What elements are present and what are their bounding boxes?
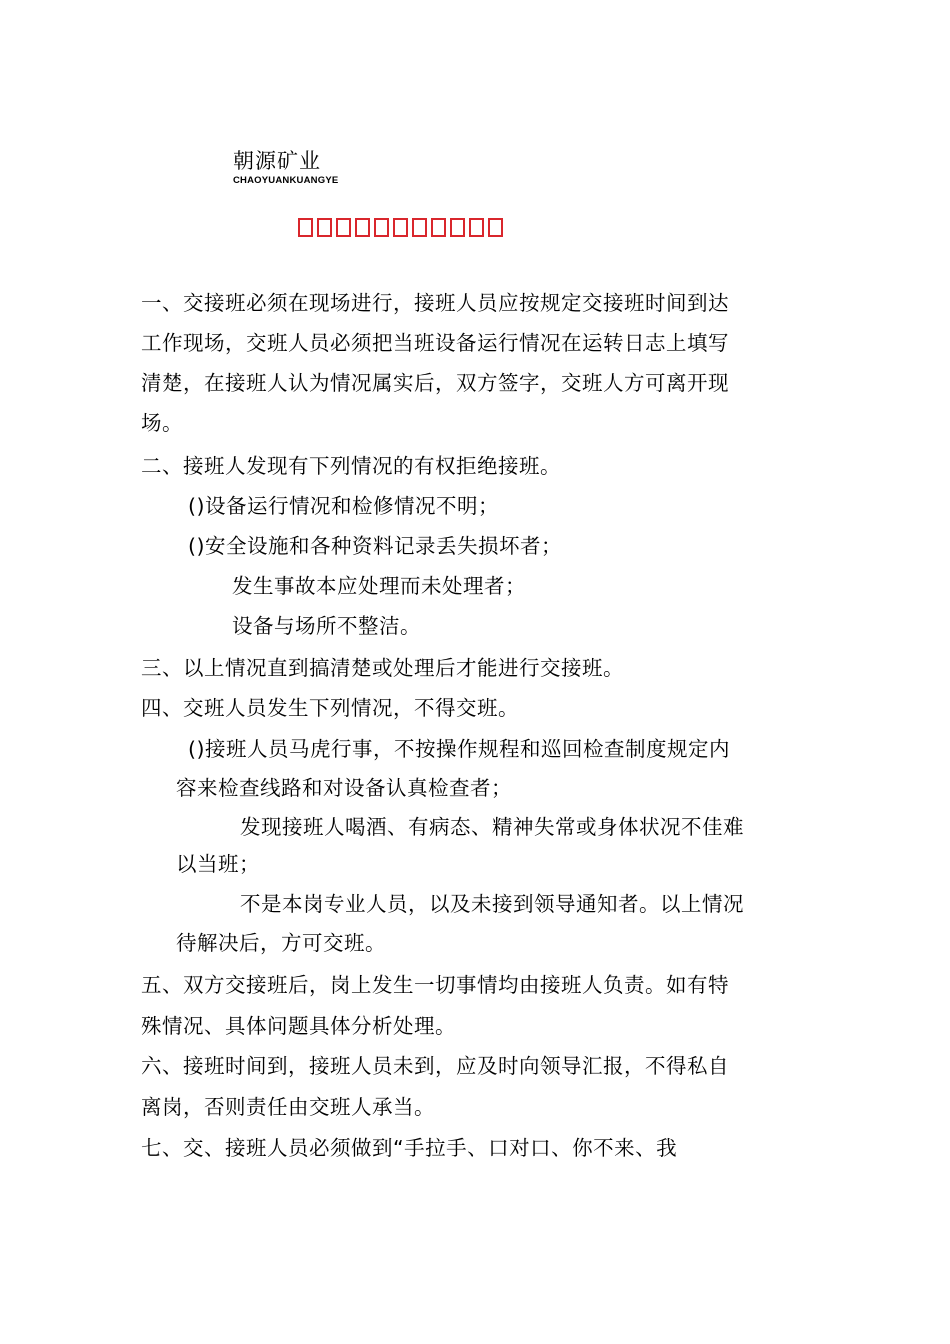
paragraph-line: 四、交班人员发生下列情况，不得交班。 xyxy=(141,696,519,720)
paragraph-line: 五、双方交接班后，岗上发生一切事情均由接班人负责。如有特 xyxy=(141,973,729,997)
list-item: 容来检查线路和对设备认真检查者； xyxy=(176,776,512,800)
paragraph-line: 离岗，否则责任由交班人承当。 xyxy=(141,1095,435,1119)
paragraph-line: 六、接班时间到，接班人员未到，应及时向领导汇报，不得私自 xyxy=(141,1054,729,1078)
paragraph-line: 工作现场，交班人员必须把当班设备运行情况在运转日志上填写 xyxy=(141,331,729,355)
list-item: ()设备运行情况和检修情况不明； xyxy=(188,494,499,518)
paragraph-line: 殊情况、具体问题具体分析处理。 xyxy=(141,1014,456,1038)
logo-english: CHAOYUANKUANGYE xyxy=(233,175,339,186)
paragraph-line: 一、交接班必须在现场进行，接班人员应按规定交接班时间到达 xyxy=(141,291,729,315)
paragraph-line: 清楚，在接班人认为情况属实后，双方签字，交班人方可离开现 xyxy=(141,371,729,395)
list-item: ()接班人员马虎行事，不按操作规程和巡回检查制度规定内 xyxy=(188,737,730,761)
paragraph-line: 七、交、接班人员必须做到“手拉手、口对口、你不来、我 xyxy=(141,1136,678,1160)
list-item: ()安全设施和各种资料记录丢失损坏者； xyxy=(188,534,562,558)
list-item: 设备与场所不整洁。 xyxy=(232,614,421,638)
paragraph-line: 三、以上情况直到搞清楚或处理后才能进行交接班。 xyxy=(141,656,624,680)
list-item: 待解决后，方可交班。 xyxy=(176,931,386,955)
paragraph-line: 场。 xyxy=(141,411,183,435)
list-item: 发生事故本应处理而未处理者； xyxy=(232,574,526,598)
list-item: 发现接班人喝酒、有病态、精神失常或身体状况不佳难 xyxy=(240,815,744,839)
list-item: 以当班； xyxy=(176,852,260,876)
paragraph-line: 二、接班人发现有下列情况的有权拒绝接班。 xyxy=(141,454,561,478)
list-item: 不是本岗专业人员，以及未接到领导通知者。以上情况 xyxy=(240,892,744,916)
logo-chinese: 朝源矿业 xyxy=(233,149,321,173)
